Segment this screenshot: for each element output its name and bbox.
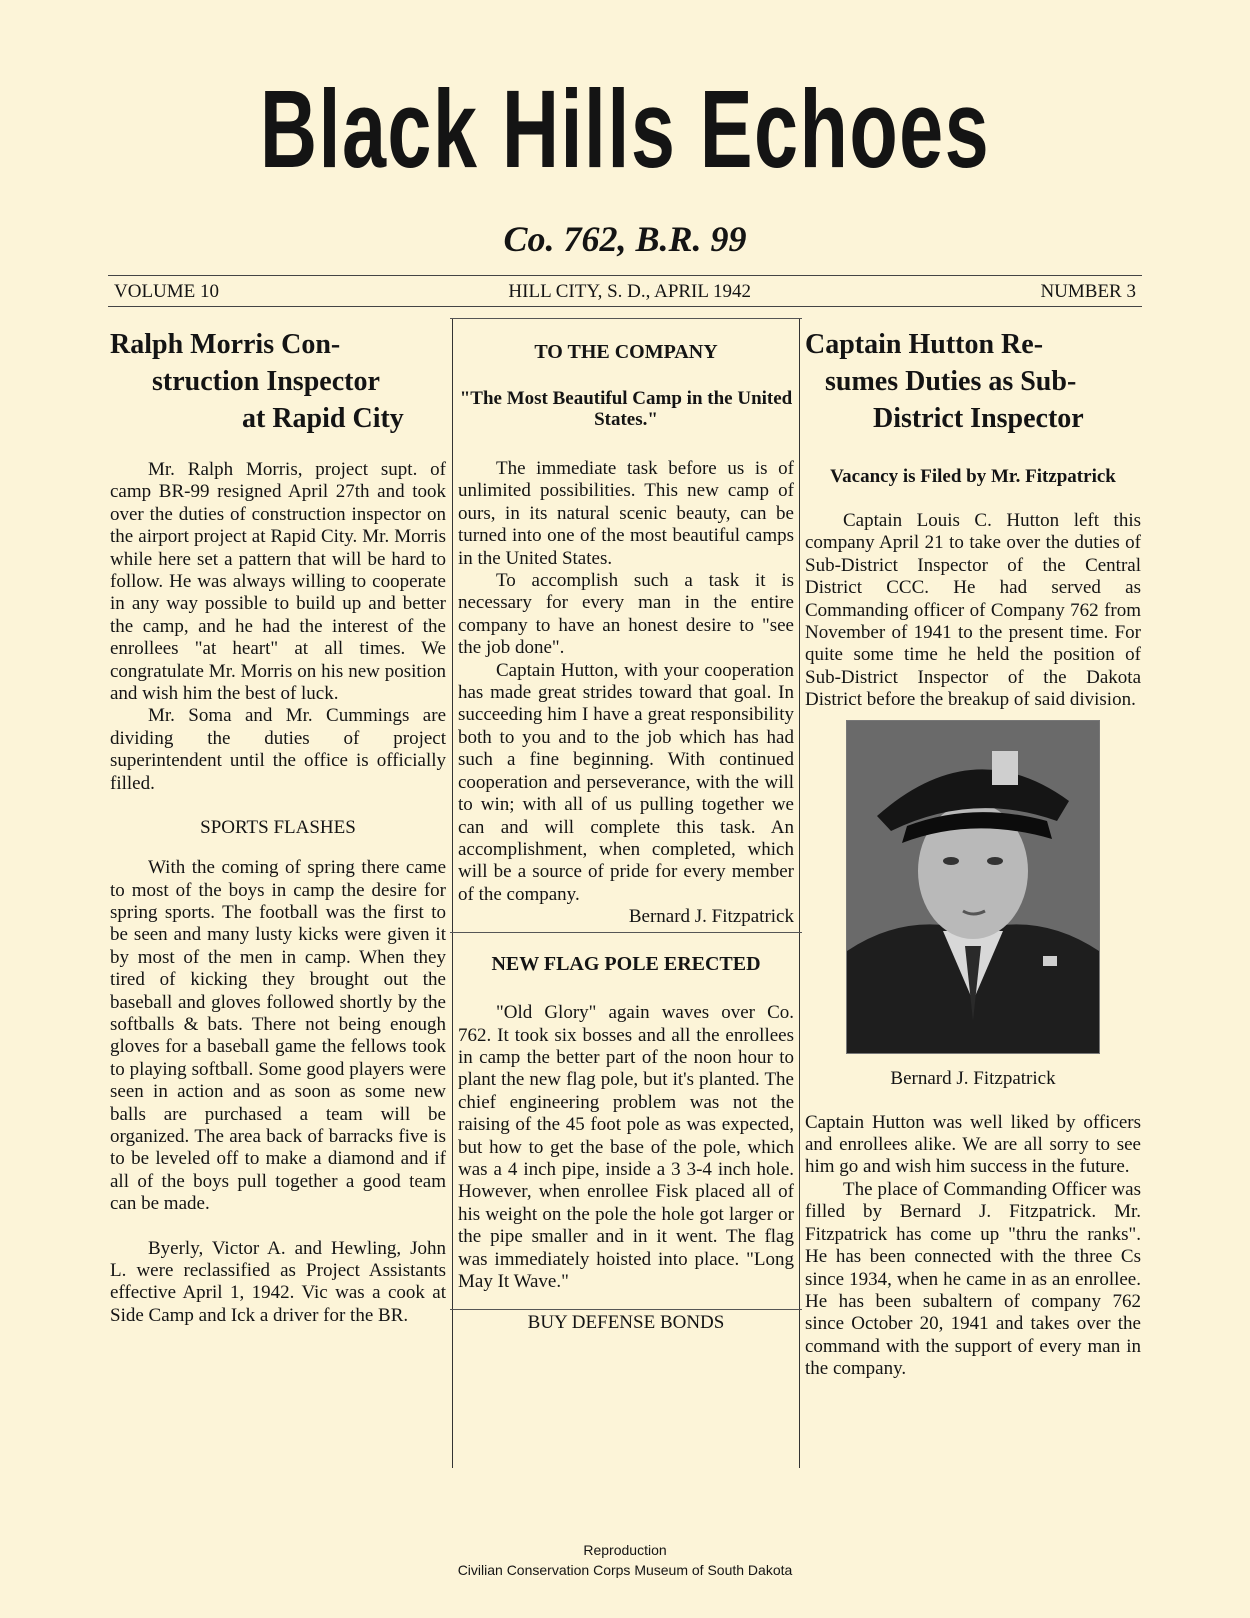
hutton-paragraph: Captain Louis C. Hutton left this company April 21 to take over the duties of Sub-District Inspector of the Central District CCC. He had served as Commanding officer of Company 762 from November of 1941 to the present time. For quite some time he held the position of Sub-District Inspector of the Dakota District before the breakup of said division. (805, 510, 1141, 711)
dateline (108, 278, 1142, 306)
headline-line: Ralph Morris Con- (110, 329, 341, 360)
company-paragraph: The immediate task before us is of unlimited possibilities. This new camp of ours, in its natural scenic beauty, can be turned into one of the most beautiful camps in the United States. (458, 458, 794, 569)
column-top-rule (450, 318, 802, 319)
volume-label: VOLUME 10 (114, 281, 220, 302)
sports-heading: SPORTS FLASHES (200, 817, 356, 839)
headline-line: at Rapid City (242, 403, 404, 434)
newspaper-title: Black Hills Echoes (259, 68, 991, 191)
headline-line: sumes Duties as Sub- (825, 366, 1077, 397)
company-heading: TO THE COMPANY (534, 341, 718, 363)
company-paragraph: To accomplish such a task it is necessary for every man in the entire company to have an honest desire to "see the job done". (458, 570, 794, 659)
defense-bonds-notice: BUY DEFENSE BONDS (527, 1312, 725, 1334)
hutton-farewell-paragraph: Captain Hutton was well liked by officers and enrollees alike. We are all sorry to see him go and wish him success in the future. (805, 1111, 1141, 1178)
hutton-headline (805, 326, 1141, 437)
column-divider-right (799, 318, 800, 1468)
section-rule (450, 932, 802, 933)
vacancy-subheading: Vacancy is Filed by Mr. Fitzpatrick (830, 466, 1116, 487)
footer-credit (0, 1540, 1250, 1580)
flag-pole-paragraph: "Old Glory" again waves over Co. 762. It took six bosses and all the enrollees in camp the better part of the noon hour to plant the new flag pole, but it's planted. The chief engineering problem was not the raising of the 45 foot pole as was expected, but how to get the base of the pole, which was a 4 inch pipe, inside a 3 3-4 inch hole. However, when enrollee Fisk placed all of his weight on the pole the hole got larger or the pipe smaller and in it went. The flag was immediately hoisted into place. "Long May It Wave." (458, 1002, 794, 1292)
portrait-image (847, 721, 1099, 1053)
flag-pole-heading: NEW FLAG POLE ERECTED (491, 953, 761, 976)
sports-paragraph: With the coming of spring there came to most of the boys in camp the desire for spring sports. The football was the first to be seen and many lusty kicks were given it by most of the men in camp. When they tired of kicking they brought out the baseball and gloves followed shortly by the softballs & bats. There not being enough gloves for a baseball game the fellows took to playing softball. Some good players were seen in action and as soon as some new balls are purchased a team will be organized. The area back of barracks five is to be leveled off to make a diamond and if all of the boys pull together a good team can be made. (110, 857, 446, 1215)
company-subheading: "The Most Beautiful Camp in the United States." (459, 388, 793, 430)
column-center (458, 318, 794, 1334)
reclass-paragraph: Byerly, Victor A. and Hewling, John L. were reclassified as Project Assistants effective April 1, 1942. Vic was a cook at Side Camp and Ick a driver for the BR. (110, 1237, 446, 1326)
morris-headline (110, 326, 446, 437)
footer-line: Reproduction (583, 1542, 667, 1558)
fitzpatrick-photo (846, 720, 1100, 1054)
top-rule (108, 275, 1142, 276)
headline-line: District Inspector (873, 403, 1084, 434)
fitzpatrick-paragraph: The place of Commanding Officer was filled by Bernard J. Fitzpatrick. Mr. Fitzpatrick has come up "thru the ranks". He has been connected with the three Cs since 1934, when he came in as an enrollee. He has been subaltern of company 762 since October 20, 1941 and takes over the command with the support of every man in the company. (805, 1178, 1141, 1380)
signature: Bernard J. Fitzpatrick (628, 906, 794, 928)
column-divider-left (452, 318, 453, 1468)
column-right (805, 318, 1141, 1381)
section-rule (450, 1309, 802, 1310)
column-left (110, 318, 446, 1327)
place-date: HILL CITY, S. D., APRIL 1942 (508, 281, 752, 302)
bottom-rule (108, 306, 1142, 307)
newspaper-subtitle: Co. 762, B.R. 99 (503, 219, 747, 259)
company-paragraph: Captain Hutton, with your cooperation has made great strides toward that goal. In succeeding him I have a great responsibility both to you and to the job which has had such a fine beginning. With continued cooperation and perseverance, with the will to win; with all of us pulling together we can and will complete this task. An accomplishment, when completed, which will be a source of pride for every member of the company. (458, 659, 794, 905)
footer-line: Civilian Conservation Corps Museum of South Dakota (457, 1562, 793, 1578)
morris-paragraph: Mr. Ralph Morris, project supt. of camp BR-99 resigned April 27th and took over the duties of construction inspector on the airport project at Rapid City. Mr. Morris while here set a pattern that will be hard to follow. He was always willing to cooperate in any way possible to build up and better the camp, and he had the interest of the enrollees "at heart" at all times. We congratulate Mr. Morris on his new position and wish him the best of luck. (110, 459, 446, 705)
photo-caption: Bernard J. Fitzpatrick (890, 1067, 1056, 1089)
soma-paragraph: Mr. Soma and Mr. Cummings are dividing the duties of project superintendent until the office is officially filled. (110, 705, 446, 794)
headline-line: Captain Hutton Re- (805, 329, 1044, 360)
issue-number: NUMBER 3 (1040, 281, 1136, 302)
headline-line: struction Inspector (152, 366, 380, 397)
